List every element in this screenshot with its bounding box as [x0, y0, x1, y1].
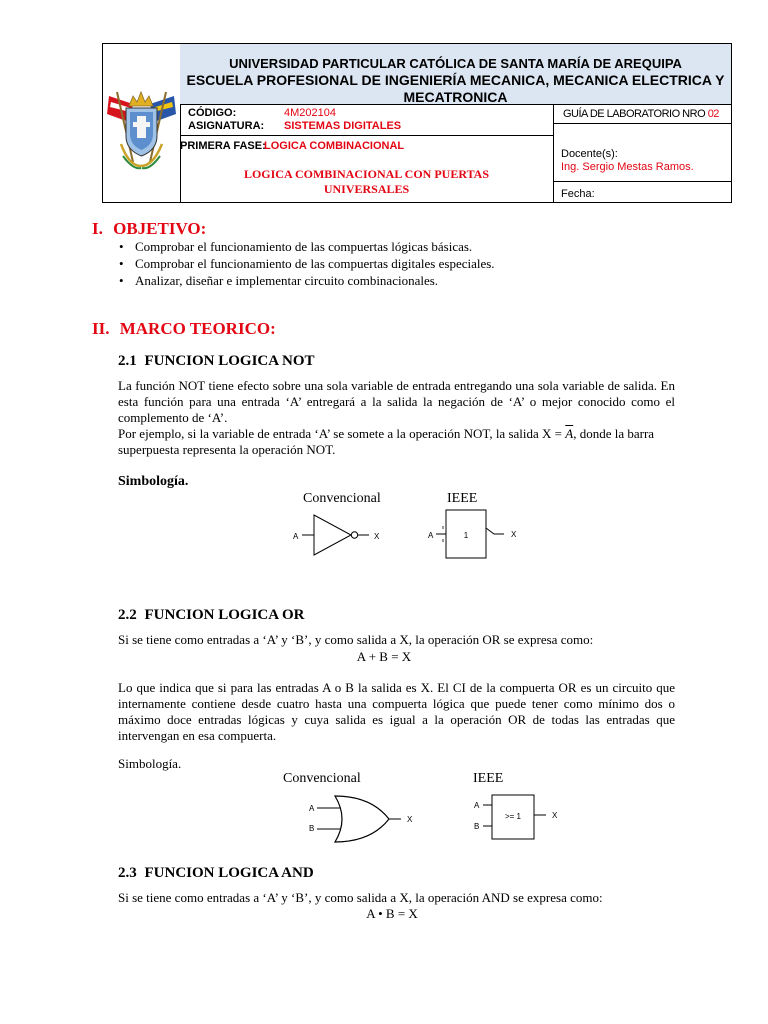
or-gate-conventional-diagram — [305, 793, 425, 845]
date-label: Fecha: — [561, 188, 595, 200]
divider — [180, 135, 553, 136]
guide-info-cell — [553, 104, 731, 202]
subsection-title: FUNCION LOGICA OR — [144, 607, 305, 623]
or-paragraph-1: Si se tiene como entradas a ‘A’ y ‘B’, y como salida a X, la operación OR se expresa como: — [118, 632, 594, 647]
and-paragraph-1: Si se tiene como entradas a ‘A’ y ‘B’, y como salida a X, la operación AND se expresa como: — [118, 890, 603, 905]
symbology-label: Simbología. — [118, 756, 182, 771]
title-cell — [180, 44, 731, 105]
ieee-box-label: 1 — [463, 531, 469, 540]
not-gate-conventional-diagram — [285, 510, 395, 560]
section1-number: I. — [92, 219, 103, 238]
university-coat-of-arms-icon — [103, 44, 180, 202]
input-b-label: B — [474, 822, 480, 831]
not-paragraph-2-b: , donde la barra superpuesta representa la operación NOT. — [118, 426, 655, 457]
ieee-label: IEEE — [473, 771, 504, 786]
not-paragraph-2-a: Por ejemplo, si la variable de entrada ‘A’ se somete a la operación NOT, la salida X = — [118, 426, 566, 441]
subsection-2-2-heading — [118, 607, 305, 624]
not-overline-variable: $\overline{A}$ — [565, 426, 574, 441]
course-info-cell — [180, 104, 554, 202]
input-a-label: A — [309, 804, 315, 813]
conventional-label: Convencional — [283, 771, 361, 786]
subject-value: SISTEMAS DIGITALES — [284, 120, 402, 132]
subsection-number: 2.1 — [118, 353, 137, 369]
output-x-label: X — [374, 532, 380, 541]
conventional-label: Convencional — [303, 491, 381, 506]
guide-number: 02 — [707, 108, 719, 120]
school-name-line2: MECATRONICA — [403, 89, 508, 105]
or-gate-ieee-diagram — [470, 793, 570, 843]
and-formula: A • B = X — [366, 906, 418, 921]
section2-heading — [92, 319, 276, 339]
subsection-2-1-heading — [118, 353, 315, 370]
output-x-label: X — [511, 530, 517, 539]
ieee-label: IEEE — [447, 491, 478, 506]
guide-label — [563, 108, 719, 120]
or-formula: A + B = X — [356, 649, 412, 664]
output-x-label: X — [407, 815, 413, 824]
not-paragraph-1: La función NOT tiene efecto sobre una sola variable de entrada entregando una sola variable de salida. En esta función para una entrada ‘A’ entregará a la salida la negación de ‘A’ o mejor conocido como el complemento de ‘A’. — [118, 378, 675, 425]
topic-line1: LOGICA COMBINACIONAL CON PUERTAS — [243, 167, 490, 181]
school-name-line1: ESCUELA PROFESIONAL DE INGENIERÍA MECANICA, MECANICA ELECTRICA Y — [186, 72, 725, 88]
or-gate-icon — [335, 796, 389, 842]
not-paragraph-2 — [118, 426, 678, 458]
list-item: • Comprobar el funcionamiento de las compuertas digitales especiales. — [117, 255, 717, 272]
phase-value: LOGICA COMBINACIONAL — [264, 140, 405, 152]
section1-heading — [92, 219, 206, 239]
list-item: • Comprobar el funcionamiento de las compuertas lógicas básicas. — [117, 238, 717, 255]
not-gate-ieee-diagram — [424, 506, 524, 561]
section2-number: II. — [92, 319, 110, 338]
header-table — [102, 43, 732, 203]
input-a-label: A — [474, 801, 480, 810]
subsection-title: FUNCION LOGICA AND — [144, 865, 314, 881]
university-name: UNIVERSIDAD PARTICULAR CATÓLICA DE SANTA MARÍA DE AREQUIPA — [229, 56, 682, 71]
not-gate-icon — [314, 515, 351, 555]
code-label: CÓDIGO: — [188, 107, 237, 119]
subsection-number: 2.3 — [118, 865, 137, 881]
subsection-number: 2.2 — [118, 607, 137, 623]
objectives-list — [117, 238, 717, 289]
teacher-label: Docente(s): — [561, 148, 618, 160]
subsection-title: FUNCION LOGICA NOT — [144, 353, 315, 369]
subsection-2-3-heading — [118, 865, 314, 882]
ieee-box-label: >= 1 — [504, 812, 522, 821]
symbology-label: Simbología. — [118, 474, 189, 489]
divider — [553, 181, 731, 182]
topic-title — [180, 167, 553, 197]
code-value: 4M202104 — [284, 107, 336, 119]
input-a-label: A — [293, 532, 299, 541]
input-b-label: B — [309, 824, 315, 833]
or-paragraph-2: Lo que indica que si para las entradas A o B la salida es X. El CI de la compuerta OR es un circuito que internamente contiene desde cuatro hasta una compuerta lógica que puede tener como mínimo dos o máximo doce entradas lógicas y cuya salida es igual a la operación OR de todas las entradas que intervengan en esa compuerta. — [118, 680, 675, 743]
section1-title: OBJETIVO: — [113, 219, 207, 238]
list-item: • Analizar, diseñar e implementar circuito combinacionales. — [117, 272, 717, 289]
guide-label-text: GUÍA DE LABORATORIO NRO — [563, 108, 706, 120]
subject-label: ASIGNATURA: — [188, 120, 265, 132]
teacher-value: Ing. Sergio Mestas Ramos. — [561, 161, 694, 173]
section2-title: MARCO TEORICO: — [119, 319, 276, 338]
logo-cell — [103, 44, 181, 202]
phase-label: PRIMERA FASE: — [180, 140, 266, 152]
output-x-label: X — [552, 811, 558, 820]
topic-line2: UNIVERSALES — [323, 182, 410, 196]
input-a-label: A — [428, 531, 434, 540]
divider — [553, 123, 731, 124]
